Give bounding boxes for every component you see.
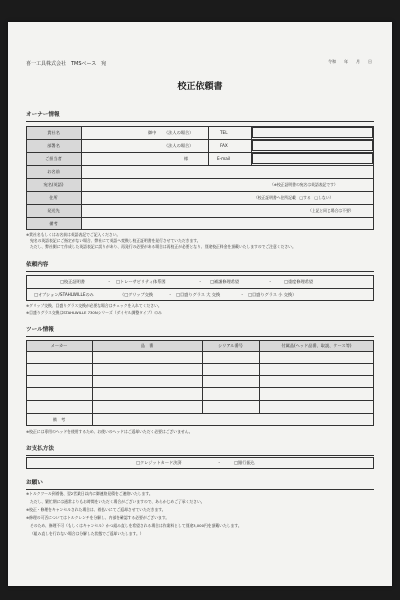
col-accessories: 付属品(ヘッド品番、取説、ケース等) bbox=[281, 343, 352, 348]
corp-note: （法人の場合） bbox=[164, 130, 194, 135]
company-label: 貴社名 bbox=[47, 130, 60, 135]
onchu-label: 御中 bbox=[148, 130, 157, 135]
owner-note: 宛名の英語表記にご指定がない場合、弊社にて英語へ変換し校正証明書を発行させていただきます。 bbox=[30, 238, 201, 243]
section-divider bbox=[26, 455, 374, 456]
sama-label: 様 bbox=[184, 156, 189, 161]
department-label: 部署名 bbox=[47, 143, 60, 148]
contact-label: ご担当者 bbox=[45, 156, 62, 161]
row-divider bbox=[26, 288, 374, 289]
address-label: 住所 bbox=[49, 195, 58, 200]
request-section-title: 依頼内容 bbox=[26, 262, 49, 268]
row-divider bbox=[26, 351, 374, 352]
request-line: そのため、修理不可（もしくはキャンセル）かつ組み直しを希望される場合は作業料として別途3,000円を頂戴いたします。 bbox=[30, 523, 242, 528]
english-name-label: 宛名(英語) bbox=[43, 182, 64, 187]
name-label: お名前 bbox=[47, 169, 60, 174]
col-maker: メーカー bbox=[50, 343, 68, 348]
tel-label: TEL bbox=[220, 130, 228, 135]
col-serial: シリアル番号 bbox=[218, 343, 243, 348]
grip-checkbox[interactable]: （□グリップ交換 bbox=[120, 292, 154, 297]
glass-large-checkbox[interactable]: □目盛りグラス 大 交換 bbox=[176, 292, 221, 297]
row-divider bbox=[26, 217, 374, 218]
page-title: 校正依頼書 bbox=[177, 82, 223, 92]
corp-note: （法人の場合） bbox=[164, 143, 194, 148]
section-divider bbox=[26, 489, 374, 490]
row-divider bbox=[26, 413, 374, 414]
option-checkbox[interactable]: □オプション/STAHLWILLEのみ bbox=[34, 292, 94, 297]
shipping-note: （上記と同じ場合は不要） bbox=[308, 208, 354, 213]
request-line: （組み直しを行わない場合は分解した状態でご返却いたします。） bbox=[30, 531, 144, 536]
tools-remarks-label: 備 考 bbox=[52, 417, 66, 422]
document-page bbox=[8, 22, 392, 586]
requests-section-title: お願い bbox=[26, 480, 43, 486]
bank-transfer-checkbox[interactable]: □銀行振込 bbox=[234, 460, 255, 465]
tools-note: ※校正には専用のヘッドを使用するため、お使いのヘッドはご返却いただく必要はございません。 bbox=[26, 429, 193, 434]
row-divider bbox=[26, 387, 374, 388]
request-line: ※トルクツール到着後、翌2営業日以内に御連絡見積をご連絡いたします。 bbox=[26, 491, 153, 496]
separator: ・ bbox=[268, 279, 273, 284]
column-divider bbox=[208, 126, 209, 165]
request-line: ただし、繁忙期には通常よりもお時間をいただく場合がございますので、あらかじめご了承ください。 bbox=[30, 499, 205, 504]
owner-section-title: オーナー情報 bbox=[26, 112, 60, 118]
email-label: E-mail bbox=[217, 156, 231, 161]
payment-box bbox=[26, 457, 374, 469]
row-divider bbox=[26, 178, 374, 179]
address-note: （校正証明書へ住所記載 □する □しない） bbox=[254, 195, 334, 200]
fax-label: FAX bbox=[220, 143, 228, 148]
english-name-note: （※校正証明書の宛名は英語表記です） bbox=[270, 182, 338, 187]
separator: ・ bbox=[198, 279, 203, 284]
certificate-checkbox[interactable]: □校正証明書 bbox=[60, 279, 85, 284]
section-divider bbox=[26, 121, 374, 122]
section-divider bbox=[26, 271, 374, 272]
section-divider bbox=[26, 336, 374, 337]
owner-note: ただし、弊社側にて作成した英語表記に誤りがあり、再発行の必要がある場合は再校正が必要となり、別途校正料金を頂戴いたしますのでご注意ください。 bbox=[30, 244, 296, 249]
request-line: ※校正・修理をキャンセルされた場合は、着払いにてご返却させていただきます。 bbox=[26, 507, 166, 512]
row-divider bbox=[26, 165, 374, 166]
row-divider bbox=[26, 375, 374, 376]
minor-repair-checkbox[interactable]: □補謹修理希望 bbox=[210, 279, 240, 284]
request-note: ※目盛りグラス交換はSTAHLWILLE 730Nシリーズ（ダイヤル調整タイプ）のみ bbox=[26, 310, 162, 315]
shipping-label: 発送先 bbox=[47, 208, 60, 213]
row-divider bbox=[26, 204, 374, 205]
row-divider bbox=[26, 191, 374, 192]
payment-section-title: お支払方法 bbox=[26, 446, 54, 452]
remarks-label: 備考 bbox=[49, 221, 58, 226]
date-field: 令和 年 月 日 bbox=[328, 59, 372, 64]
row-divider bbox=[26, 363, 374, 364]
separator: ・ bbox=[168, 292, 173, 297]
request-note: ※グリップ交換、目盛りグラス交換が必要な場合はチェックを入れてください。 bbox=[26, 303, 162, 308]
separator: ・ bbox=[217, 460, 222, 465]
separator: ・ bbox=[107, 279, 112, 284]
fax-input[interactable] bbox=[252, 140, 373, 151]
owner-note: ※貴社名もしくはお名前は英語表記でご記入ください。 bbox=[26, 232, 121, 237]
credit-card-checkbox[interactable]: □クレジットカード決済 bbox=[136, 460, 182, 465]
row-divider bbox=[26, 400, 374, 401]
col-part-number: 品 番 bbox=[140, 343, 154, 348]
tools-section-title: ツール情報 bbox=[26, 327, 54, 333]
glass-small-checkbox[interactable]: □目盛りグラス 小 交換） bbox=[248, 292, 297, 297]
addressee: 喜一工具株式会社 TMSベース 宛 bbox=[26, 61, 107, 67]
tel-input[interactable] bbox=[252, 127, 373, 138]
email-input[interactable] bbox=[252, 153, 373, 164]
separator: ・ bbox=[240, 292, 245, 297]
major-repair-checkbox[interactable]: □重度修理希望 bbox=[284, 279, 314, 284]
request-line: ※修理の可否についてはトルクレンチを分解し、内部を確認する必要がございます。 bbox=[26, 515, 170, 520]
traceability-checkbox[interactable]: □トレーサビリティ体系図 bbox=[116, 279, 166, 284]
